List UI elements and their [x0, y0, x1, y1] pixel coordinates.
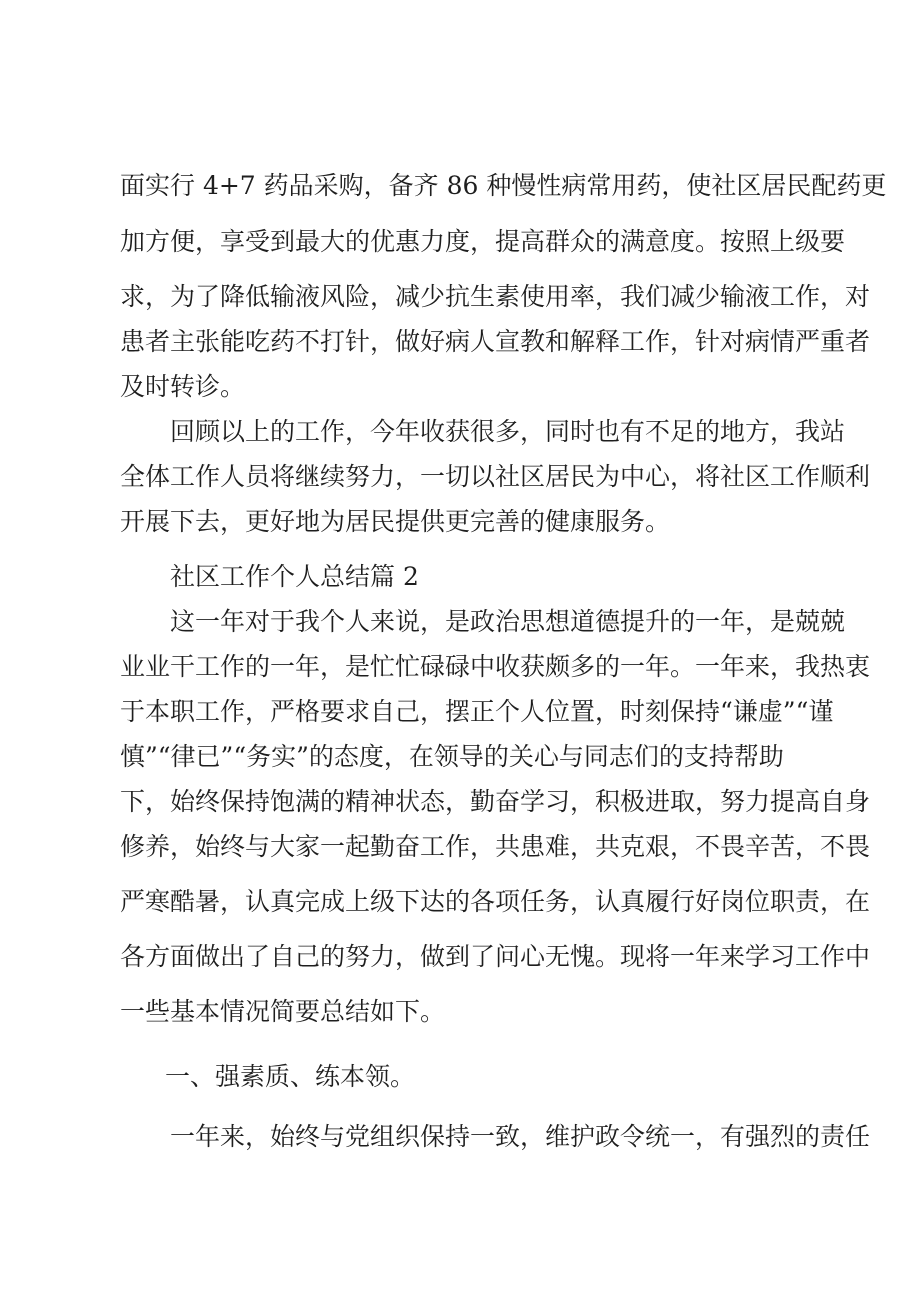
text-line: 及时转诊。	[120, 372, 246, 401]
text-line: 患者主张能吃药不打针，做好病人宣教和解释工作，针对病情严重者	[120, 327, 871, 356]
text-line: 业业干工作的一年，是忙忙碌碌中收获颇多的一年。一年来，我热衷	[120, 652, 871, 681]
text-line: 这一年对于我个人来说，是政治思想道德提升的一年，是兢兢	[170, 607, 846, 636]
text-line: 面实行 4+7 药品采购，备齐 86 种慢性病常用药，使社区居民配药更	[120, 171, 887, 200]
text-line: 下，始终保持饱满的精神状态，勤奋学习，积极进取，努力提高自身	[120, 787, 871, 816]
subheading: 一、强素质、练本领。	[165, 1062, 416, 1091]
text-line: 严寒酷暑，认真完成上级下达的各项任务，认真履行好岗位职责，在	[120, 887, 871, 916]
text-line: 一些基本情况简要总结如下。	[120, 997, 446, 1026]
text-line: 各方面做出了自己的努力，做到了问心无愧。现将一年来学习工作中	[120, 942, 871, 971]
text-line: 求，为了降低输液风险，减少抗生素使用率，我们减少输液工作，对	[120, 282, 871, 311]
text-line: 一年来，始终与党组织保持一致，维护政令统一，有强烈的责任	[170, 1122, 871, 1151]
text-line: 于本职工作，严格要求自己，摆正个人位置，时刻保持“谦虚”“谨	[120, 697, 834, 726]
text-line: 全体工作人员将继续努力，一切以社区居民为中心，将社区工作顺利	[120, 462, 871, 491]
text-line: 修养，始终与大家一起勤奋工作，共患难，共克艰，不畏辛苦，不畏	[120, 832, 871, 861]
text-line: 回顾以上的工作，今年收获很多，同时也有不足的地方，我站	[170, 417, 846, 446]
text-line: 开展下去，更好地为居民提供更完善的健康服务。	[120, 507, 671, 536]
section-heading: 社区工作个人总结篇 2	[170, 562, 419, 591]
text-line: 慎”“律已”“务实”的态度，在领导的关心与同志们的支持帮助	[120, 742, 784, 771]
text-line: 加方便，享受到最大的优惠力度，提高群众的满意度。按照上级要	[120, 227, 846, 256]
